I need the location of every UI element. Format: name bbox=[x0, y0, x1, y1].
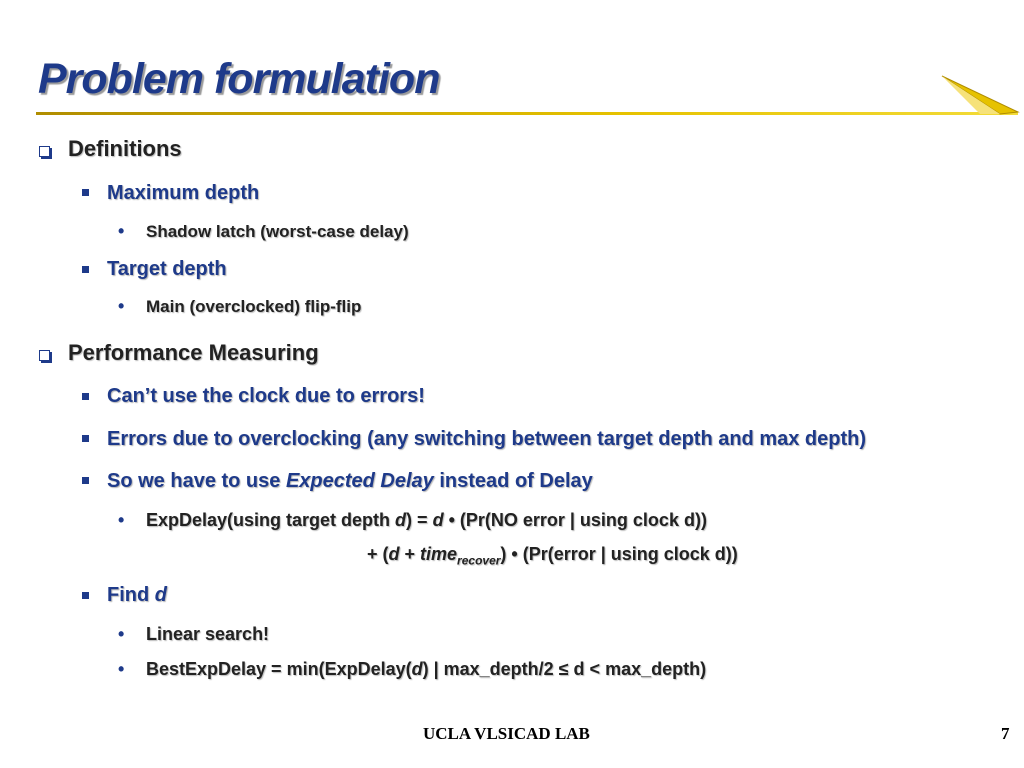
checkbox-bullet-icon bbox=[39, 146, 50, 157]
bullet-expdelay-formula: ExpDelay(using target depth d) = d • (Pr(NO error | using clock d)) bbox=[146, 510, 707, 530]
dot-bullet-icon: • bbox=[118, 510, 125, 530]
bullet-definitions: Definitions bbox=[68, 136, 182, 161]
dot-bullet-icon: • bbox=[118, 624, 125, 644]
square-bullet-icon bbox=[82, 435, 89, 442]
square-bullet-icon bbox=[82, 266, 89, 273]
bullet-errors-overclocking: Errors due to overclocking (any switching between target depth and max depth) bbox=[107, 428, 867, 450]
dot-bullet-icon: • bbox=[118, 221, 125, 241]
bullet-find-d: Find d bbox=[107, 584, 167, 606]
bullet-main-flip-flop: Main (overclocked) flip-flip bbox=[146, 297, 362, 316]
bullet-expected-delay: So we have to use Expected Delay instead of Delay bbox=[107, 470, 593, 492]
title-underline bbox=[36, 112, 1018, 115]
bullet-target-depth: Target depth bbox=[107, 258, 227, 280]
footer-lab-name: UCLA VLSICAD LAB bbox=[423, 724, 590, 743]
expdelay-formula-continuation: + (d + time$_{recover}$) • (Pr(error | using clock d)) bbox=[367, 544, 738, 568]
bullet-bestexpdelay: BestExpDelay = min(ExpDelay(d) | max_depth/2 ≤ d < max_depth) bbox=[146, 659, 707, 679]
bullet-cant-use-clock: Can’t use the clock due to errors! bbox=[107, 385, 425, 407]
slide-title: Problem formulation bbox=[38, 55, 440, 103]
dot-bullet-icon: • bbox=[118, 659, 125, 679]
square-bullet-icon bbox=[82, 592, 89, 599]
square-bullet-icon bbox=[82, 477, 89, 484]
corner-pen-icon bbox=[940, 74, 1020, 116]
dot-bullet-icon: • bbox=[118, 296, 125, 316]
checkbox-bullet-icon bbox=[39, 350, 50, 361]
page-number: 7 bbox=[1001, 724, 1010, 743]
bullet-shadow-latch: Shadow latch (worst-case delay) bbox=[146, 222, 409, 241]
square-bullet-icon bbox=[82, 393, 89, 400]
square-bullet-icon bbox=[82, 189, 89, 196]
bullet-maximum-depth: Maximum depth bbox=[107, 182, 260, 204]
bullet-linear-search: Linear search! bbox=[146, 624, 270, 644]
bullet-performance-measuring: Performance Measuring bbox=[68, 340, 319, 365]
